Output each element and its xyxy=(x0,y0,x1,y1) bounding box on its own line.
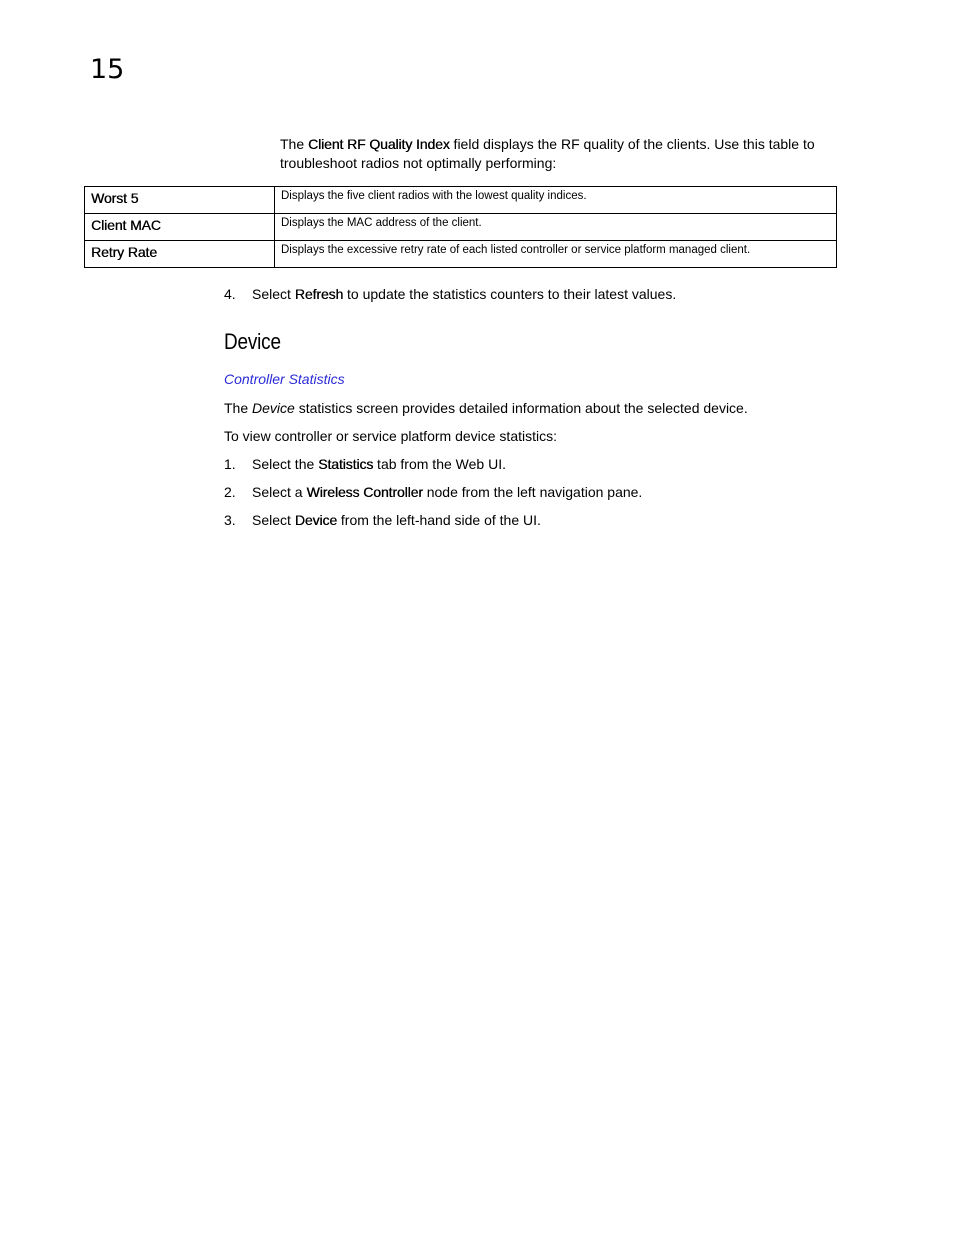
desc-suffix: statistics screen provides detailed information about the selected device. xyxy=(294,400,748,416)
desc-italic: Device xyxy=(252,400,295,416)
step-suffix: tab from the Web UI. xyxy=(373,456,506,472)
table-row xyxy=(85,214,837,241)
table-description: Displays the excessive retry rate of each listed controller or service platform managed client. xyxy=(275,241,837,268)
table-description: Displays the five client radios with the lowest quality indices. xyxy=(275,187,837,214)
table-term: Worst 5 xyxy=(85,187,275,214)
step-prefix: Select xyxy=(252,286,295,302)
section-description xyxy=(224,399,748,418)
field-description-table xyxy=(84,186,837,268)
section-heading: Device xyxy=(224,329,281,354)
desc-prefix: The xyxy=(224,400,253,416)
table-term: Retry Rate xyxy=(85,241,275,268)
intro-field-name: Client RF Quality Index xyxy=(308,136,450,152)
step-bold: Statistics xyxy=(318,456,374,472)
step-number: 4. xyxy=(224,286,236,302)
step-prefix: Select a xyxy=(252,484,307,500)
step-bold: Wireless Controller xyxy=(306,484,423,500)
chapter-number: 15 xyxy=(90,54,125,85)
table-row xyxy=(85,241,837,268)
step-2 xyxy=(224,483,642,502)
intro-paragraph xyxy=(280,135,850,173)
intro-prefix: The xyxy=(280,136,309,152)
step-prefix: Select the xyxy=(252,456,319,472)
step-number: 2. xyxy=(224,484,236,500)
step-prefix: Select xyxy=(252,512,295,528)
table-description: Displays the MAC address of the client. xyxy=(275,214,837,241)
step-bold: Refresh xyxy=(294,286,344,302)
step-bold: Device xyxy=(294,512,338,528)
table-term: Client MAC xyxy=(85,214,275,241)
step-suffix: from the left-hand side of the UI. xyxy=(337,512,541,528)
step-3 xyxy=(224,511,541,530)
step-suffix: to update the statistics counters to their latest values. xyxy=(343,286,677,302)
step-4 xyxy=(224,285,676,304)
step-number: 1. xyxy=(224,456,236,472)
intro-line1-rest: field displays the RF quality of the clients. Use this table to xyxy=(449,136,815,152)
step-suffix: node from the left navigation pane. xyxy=(422,484,643,500)
step-1 xyxy=(224,455,506,474)
view-instructions: To view controller or service platform device statistics: xyxy=(224,428,557,444)
controller-statistics-link[interactable]: Controller Statistics xyxy=(224,371,345,387)
table-row xyxy=(85,187,837,214)
step-number: 3. xyxy=(224,512,236,528)
intro-line2: troubleshoot radios not optimally performing: xyxy=(280,155,557,171)
